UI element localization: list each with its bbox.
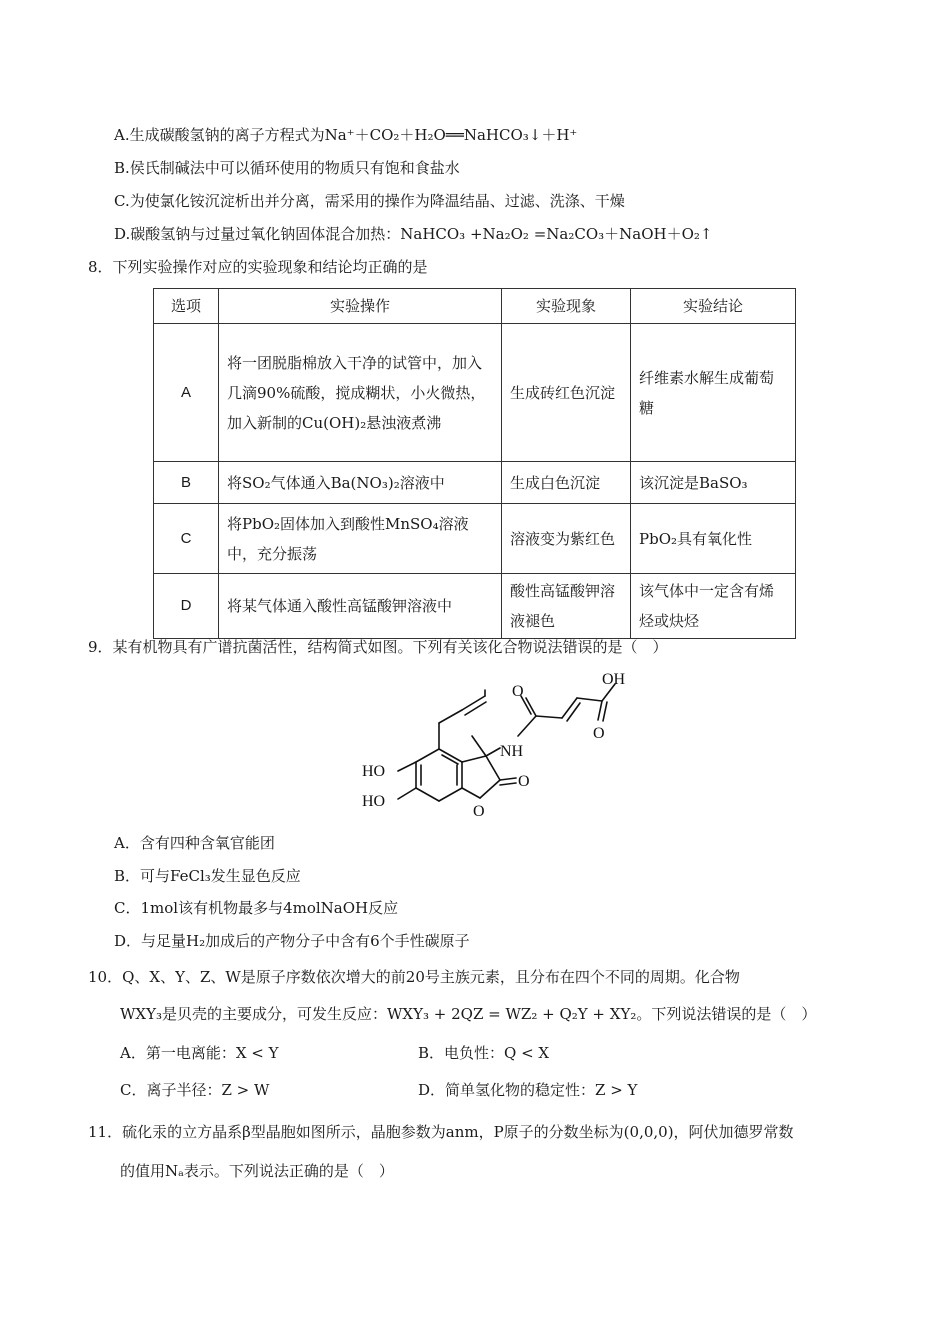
experiment-table: [153, 288, 796, 639]
row-phenomenon: 酸性高锰酸钾溶液褪色: [502, 574, 631, 639]
q7-option-d: D.碳酸氢钠与过量过氧化钠固体混合加热：NaHCO₃ +Na₂O₂ =Na₂CO₃＋NaOH＋O₂↑: [114, 225, 713, 243]
row-conclusion: 该沉淀是BaSO₃: [631, 462, 796, 504]
label-o-amide: O: [512, 683, 524, 700]
header-operation: 实验操作: [219, 289, 502, 324]
q7-option-a: A.生成碳酸氢钠的离子方程式为Na⁺＋CO₂＋H₂O══NaHCO₃↓＋H⁺: [114, 126, 578, 144]
label-o-ring: O: [473, 803, 485, 820]
table-row: [154, 324, 796, 462]
header-option: 选项: [154, 289, 219, 324]
row-option: B: [154, 462, 219, 504]
row-operation: 将PbO₂固体加入到酸性MnSO₄溶液中，充分振荡: [219, 504, 502, 574]
q9-stem: 9．某有机物具有广谱抗菌活性，结构简式如图。下列有关该化合物说法错误的是（ ）: [88, 638, 668, 656]
row-operation: 将一团脱脂棉放入干净的试管中，加入几滴90%硫酸，搅成糊状，小火微热，加入新制的Cu(OH)₂悬浊液煮沸: [219, 324, 502, 462]
q11-stem-line2: 的值用Nₐ表示。下列说法正确的是（ ）: [120, 1162, 394, 1180]
q9-option-a: A．含有四种含氧官能团: [114, 834, 275, 852]
row-option: A: [154, 324, 219, 462]
label-ho-1: HO: [362, 763, 386, 780]
table-row: [154, 574, 796, 639]
table-row: [154, 504, 796, 574]
row-conclusion: PbO₂具有氧化性: [631, 504, 796, 574]
q9-option-d: D．与足量H₂加成后的产物分子中含有6个手性碳原子: [114, 932, 470, 950]
q11-stem-line1: 11．硫化汞的立方晶系β型晶胞如图所示，晶胞参数为anm，P原子的分数坐标为(0,0,0)，阿伏加德罗常数: [88, 1123, 794, 1141]
label-nh: NH: [500, 743, 524, 760]
q10-stem-line1: 10．Q、X、Y、Z、W是原子序数依次增大的前20号主族元素，且分布在四个不同的周期。化合物: [88, 968, 740, 986]
label-o-acid: O: [593, 725, 605, 742]
q10-option-c: C．离子半径：Z > W: [120, 1081, 270, 1099]
label-ho-2: HO: [362, 793, 386, 810]
q9-option-b: B．可与FeCl₃发生显色反应: [114, 867, 301, 885]
label-oh-top: OH: [602, 671, 626, 688]
row-phenomenon: 溶液变为紫红色: [502, 504, 631, 574]
table-header-row: [154, 289, 796, 324]
row-operation: 将SO₂气体通入Ba(NO₃)₂溶液中: [219, 462, 502, 504]
label-o-lactone: O: [518, 773, 530, 790]
q9-option-c: C．1mol该有机物最多与4molNaOH反应: [114, 899, 399, 917]
header-conclusion: 实验结论: [631, 289, 796, 324]
q7-option-c: C.为使氯化铵沉淀析出并分离，需采用的操作为降温结晶、过滤、洗涤、干燥: [114, 192, 625, 210]
q10-stem-line2: WXY₃是贝壳的主要成分，可发生反应：WXY₃ + 2QZ = WZ₂ + Q₂Y + XY₂。下列说法错误的是（ ）: [120, 1005, 817, 1023]
q8-stem: 8．下列实验操作对应的实验现象和结论均正确的是: [88, 258, 428, 276]
row-operation: 将某气体通入酸性高锰酸钾溶液中: [219, 574, 502, 639]
row-conclusion: 纤维素水解生成葡萄糖: [631, 324, 796, 462]
row-phenomenon: 生成砖红色沉淀: [502, 324, 631, 462]
q10-option-b: B．电负性：Q < X: [418, 1044, 550, 1062]
table-row: [154, 462, 796, 504]
q10-option-d: D．简单氢化物的稳定性：Z > Y: [418, 1081, 638, 1099]
row-phenomenon: 生成白色沉淀: [502, 462, 631, 504]
q7-option-b: B.侯氏制碱法中可以循环使用的物质只有饱和食盐水: [114, 159, 460, 177]
row-option: C: [154, 504, 219, 574]
q10-option-a: A．第一电离能：X < Y: [120, 1044, 279, 1062]
molecular-structure: [340, 668, 640, 820]
row-conclusion: 该气体中一定含有烯烃或炔烃: [631, 574, 796, 639]
row-option: D: [154, 574, 219, 639]
header-phenomenon: 实验现象: [502, 289, 631, 324]
